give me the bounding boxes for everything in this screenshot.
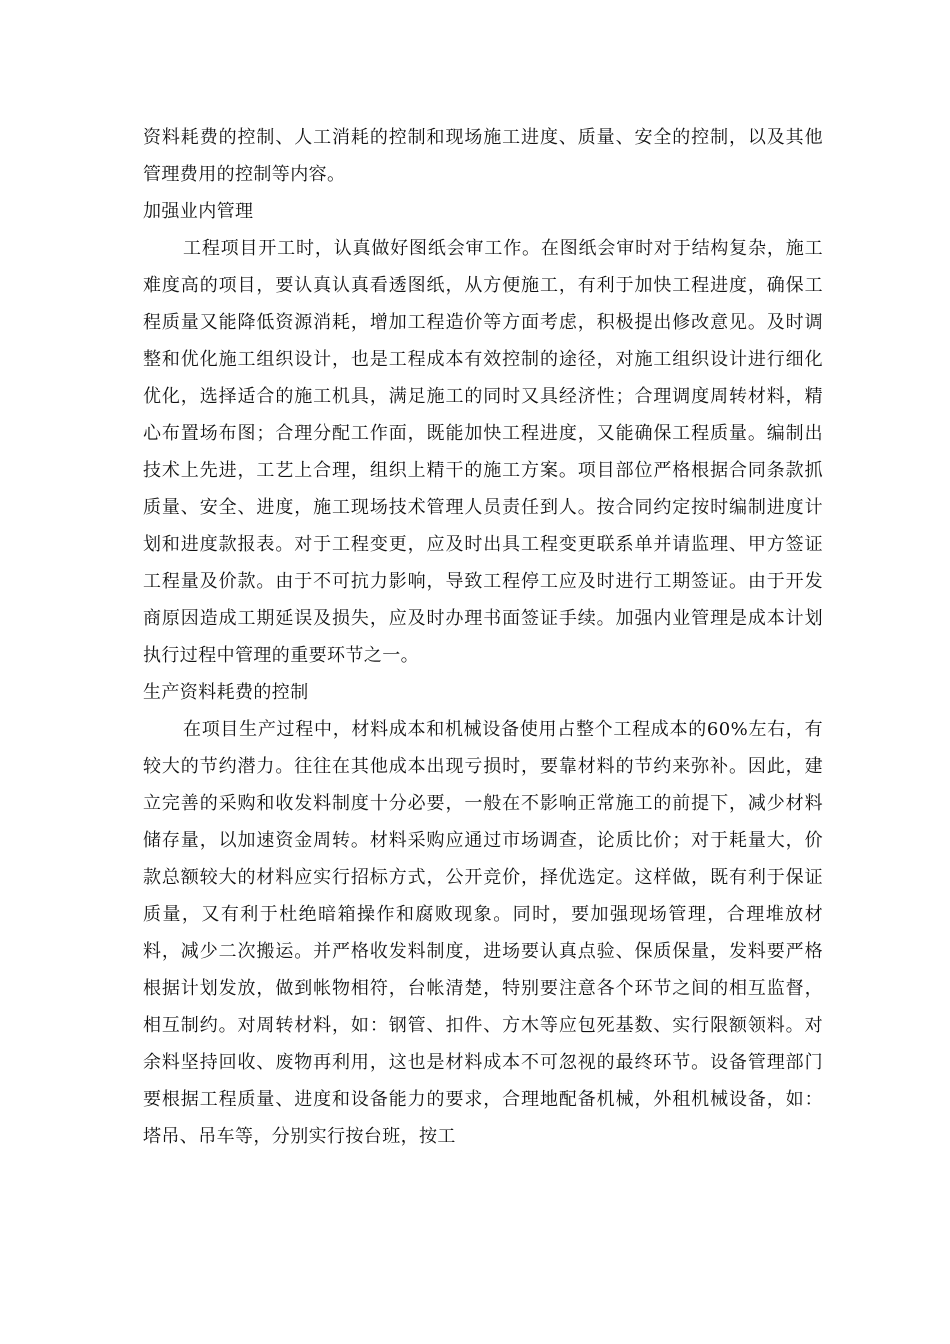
paragraph-internal-management: 工程项目开工时，认真做好图纸会审工作。在图纸会审时对于结构复杂，施工难度高的项目，要认真认真看透图纸，从方便施工，有利于加快工程进度，确保工程质量又能降低资源消耗，增加工程造价等方面考虑，积极提出修改意见。及时调整和优化施工组织设计，也是工程成本有效控制的途径，对施工组织设计进行细化优化，选择适合的施工机具，满足施工的同时又具经济性；合理调度周转材料，精心布置场布图；合理分配工作面，既能加快工程进度，又能确保工程质量。编制出技术上先进，工艺上合理，组织上精干的施工方案。项目部位严格根据合同条款抓质量、安全、进度，施工现场技术管理人员责任到人。按合同约定按时编制进度计划和进度款报表。对于工程变更，应及时出具工程变更联系单并请监理、甲方签证工程量及价款。由于不可抗力影响，导致工程停工应及时进行工期签证。由于开发商原因造成工期延误及损失，应及时办理书面签证手续。加强内业管理是成本计划执行过程中管理的重要环节之一。 [143, 238, 823, 666]
section-heading-material-cost-control: 生产资料耗费的控制 [143, 682, 309, 703]
paragraph-material-cost-control: 在项目生产过程中，材料成本和机械设备使用占整个工程成本的60%左右，有较大的节约潜力。往往在其他成本出现亏损时，要靠材料的节约来弥补。因此，建立完善的采购和收发料制度十分必要，一般在不影响正常施工的前提下，减少材料储存量，以加速资金周转。材料采购应通过市场调查，论质比价；对于耗量大，价款总额较大的材料应实行招标方式，公开竞价，择优选定。这样做，既有利于保证质量，又有利于杜绝暗箱操作和腐败现象。同时，要加强现场管理，合理堆放材料，减少二次搬运。并严格收发料制度，进场要认真点验、保质保量，发料要严格根据计划发放，做到帐物相符，台帐清楚，特别要注意各个环节之间的相互监督，相互制约。对周转材料，如：钢管、扣件、方木等应包死基数、实行限额领料。对余料坚持回收、废物再利用，这也是材料成本不可忽视的最终环节。设备管理部门要根据工程质量、进度和设备能力的要求，合理地配备机械，外租机械设备，如：塔吊、吊车等，分别实行按台班，按工 [143, 719, 823, 1147]
section-heading-internal-management: 加强业内管理 [143, 201, 254, 222]
continued-paragraph: 资料耗费的控制、人工消耗的控制和现场施工进度、质量、安全的控制，以及其他管理费用的控制等内容。 [143, 127, 823, 185]
document-body [143, 119, 823, 1155]
